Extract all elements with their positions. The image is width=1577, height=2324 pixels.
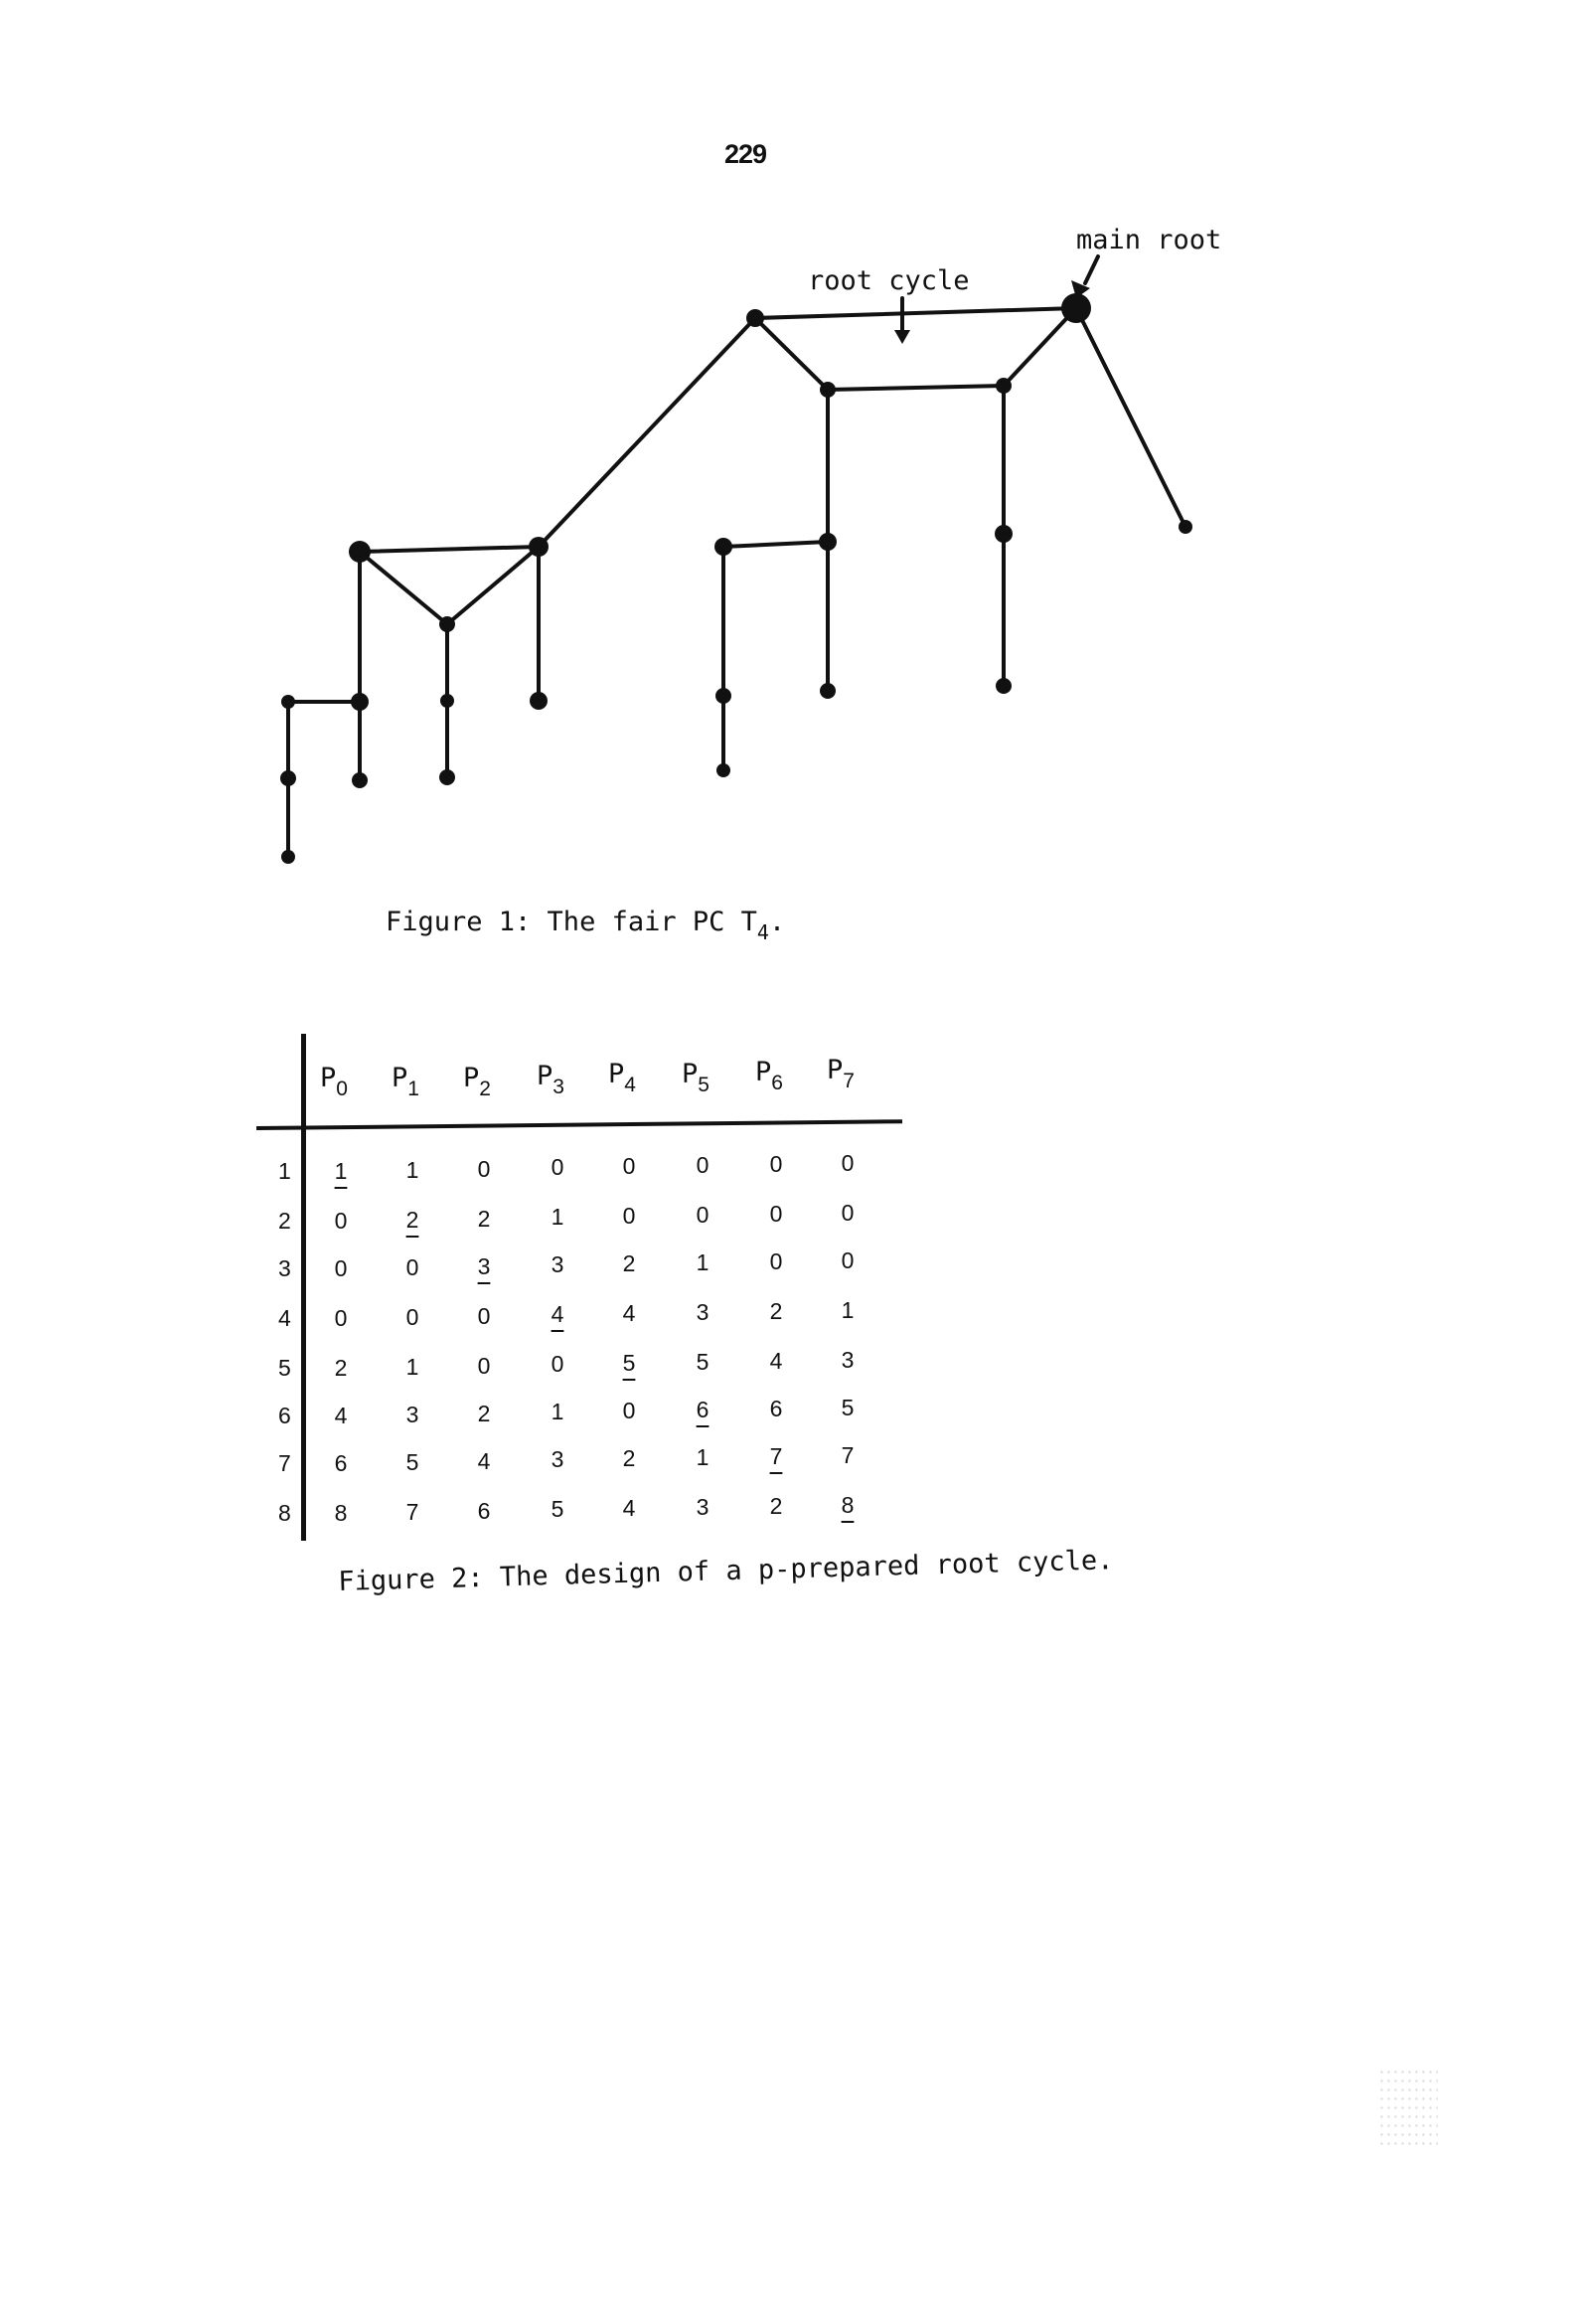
table-cell: 1 <box>334 1158 348 1184</box>
row-label: 1 <box>278 1158 291 1184</box>
column-header-p3 <box>537 1061 564 1098</box>
table-cell: 0 <box>769 1200 783 1227</box>
figure1-caption <box>386 907 786 944</box>
row-label: 6 <box>278 1403 291 1428</box>
row-label: 8 <box>278 1500 291 1526</box>
table-cell: 5 <box>551 1496 564 1523</box>
table-cell: 0 <box>696 1152 710 1178</box>
table-cell: 0 <box>334 1208 348 1234</box>
table-cell: 2 <box>622 1250 636 1277</box>
column-header-p4 <box>608 1059 636 1096</box>
column-header-base: P <box>755 1057 772 1087</box>
column-header-base: P <box>682 1059 699 1089</box>
table-cell: 0 <box>551 1154 564 1181</box>
graph-edges <box>288 256 1185 857</box>
table-cell: 0 <box>477 1155 491 1182</box>
table-cell: 5 <box>405 1448 419 1475</box>
root-cycle-arrowhead <box>894 330 910 344</box>
column-header-base: P <box>463 1063 480 1093</box>
figure2-table <box>248 1019 914 1536</box>
graph-nodes <box>280 280 1192 864</box>
column-header-p2 <box>463 1063 491 1100</box>
table-cell: 0 <box>841 1149 855 1176</box>
table-cell: 3 <box>551 1251 564 1278</box>
table-cell: 0 <box>841 1199 855 1226</box>
table-cell: 1 <box>551 1399 564 1425</box>
table-horizontal-rule <box>256 1119 902 1130</box>
root-cycle-label: root cycle <box>808 265 970 296</box>
table-cell: 4 <box>622 1495 636 1522</box>
table-cell: 3 <box>696 1494 710 1520</box>
table-cell: 3 <box>696 1299 710 1325</box>
column-header-subscript: 7 <box>843 1070 855 1092</box>
table-cell: 0 <box>477 1302 491 1329</box>
table-cell: 4 <box>551 1301 564 1328</box>
table-cell: 8 <box>334 1500 348 1526</box>
table-cell: 4 <box>622 1300 636 1327</box>
table-cell: 4 <box>769 1347 783 1374</box>
table-cell: 2 <box>334 1355 348 1381</box>
table-cell: 0 <box>622 1153 636 1180</box>
table-cell: 8 <box>841 1491 855 1518</box>
row-label: 7 <box>278 1450 291 1476</box>
column-header-subscript: 5 <box>698 1074 710 1096</box>
figure2-caption: Figure 2: The design of a p-prepared root cycle. <box>338 1545 1114 1597</box>
table-cell: 0 <box>334 1255 348 1281</box>
column-header-base: P <box>392 1063 408 1093</box>
column-header-base: P <box>537 1061 553 1091</box>
column-header-p6 <box>755 1057 783 1094</box>
table-cell: 3 <box>477 1252 491 1279</box>
table-cell: 2 <box>477 1205 491 1232</box>
table-cell: 0 <box>769 1247 783 1274</box>
table-cell: 0 <box>622 1398 636 1424</box>
column-header-subscript: 4 <box>624 1074 636 1096</box>
table-cell: 2 <box>405 1206 419 1233</box>
table-cell: 2 <box>477 1400 491 1426</box>
table-cell: 3 <box>551 1446 564 1473</box>
scan-noise <box>1378 2068 1438 2147</box>
table-cell: 6 <box>696 1397 710 1422</box>
column-header-base: P <box>827 1055 844 1085</box>
column-header-subscript: 1 <box>407 1078 419 1100</box>
row-label: 5 <box>278 1355 291 1381</box>
page-number: 229 <box>723 139 767 169</box>
table-cell: 5 <box>622 1350 636 1377</box>
table-cell: 2 <box>769 1492 783 1519</box>
column-header-base: P <box>608 1059 625 1089</box>
row-label: 4 <box>278 1305 291 1331</box>
table-cell: 1 <box>405 1156 419 1183</box>
column-header-p5 <box>682 1059 710 1096</box>
table-cell: 6 <box>769 1395 783 1421</box>
table-cell: 1 <box>841 1296 855 1323</box>
table-cell: 2 <box>622 1445 636 1472</box>
row-label: 2 <box>278 1208 291 1234</box>
column-header-subscript: 6 <box>771 1072 783 1094</box>
table-vertical-rule <box>301 1034 306 1541</box>
table-cell: 0 <box>622 1203 636 1230</box>
table-cell: 0 <box>551 1351 564 1378</box>
column-header-base: P <box>320 1063 337 1093</box>
figure1-graph <box>0 0 1577 895</box>
table-cell: 5 <box>841 1394 855 1420</box>
table-cell: 0 <box>696 1202 710 1228</box>
column-header-p7 <box>827 1055 855 1092</box>
table-cell: 7 <box>841 1441 855 1468</box>
figure1-caption-subscript: 4 <box>756 920 769 944</box>
column-header-p0 <box>320 1063 348 1100</box>
table-cell: 0 <box>841 1246 855 1273</box>
table-cell: 1 <box>696 1444 710 1470</box>
table-cell: 3 <box>405 1401 419 1427</box>
table-cell: 3 <box>841 1346 855 1373</box>
figure1-caption-text: Figure 1: The fair PC T <box>386 907 757 937</box>
row-label: 3 <box>278 1255 291 1281</box>
table-cell: 2 <box>769 1297 783 1324</box>
table-cell: 4 <box>477 1447 491 1474</box>
table-cell: 1 <box>405 1353 419 1380</box>
table-cell: 6 <box>334 1450 348 1476</box>
table-cell: 1 <box>696 1249 710 1275</box>
table-cell: 7 <box>405 1498 419 1525</box>
main-root-label: main root <box>1076 225 1222 255</box>
table-cell: 6 <box>477 1497 491 1524</box>
figure1-caption-end: . <box>768 907 786 937</box>
column-header-subscript: 3 <box>552 1076 564 1098</box>
table-cell: 4 <box>334 1403 348 1428</box>
table-cell: 5 <box>696 1349 710 1375</box>
table-cell: 1 <box>551 1204 564 1231</box>
column-header-subscript: 2 <box>479 1078 491 1100</box>
table-cell: 0 <box>769 1150 783 1177</box>
column-header-p1 <box>392 1063 419 1100</box>
table-cell: 0 <box>405 1303 419 1330</box>
table-cell: 0 <box>334 1305 348 1331</box>
table-cell: 0 <box>477 1352 491 1379</box>
column-header-subscript: 0 <box>336 1078 348 1100</box>
table-cell: 0 <box>405 1253 419 1280</box>
table-cell: 7 <box>769 1442 783 1469</box>
